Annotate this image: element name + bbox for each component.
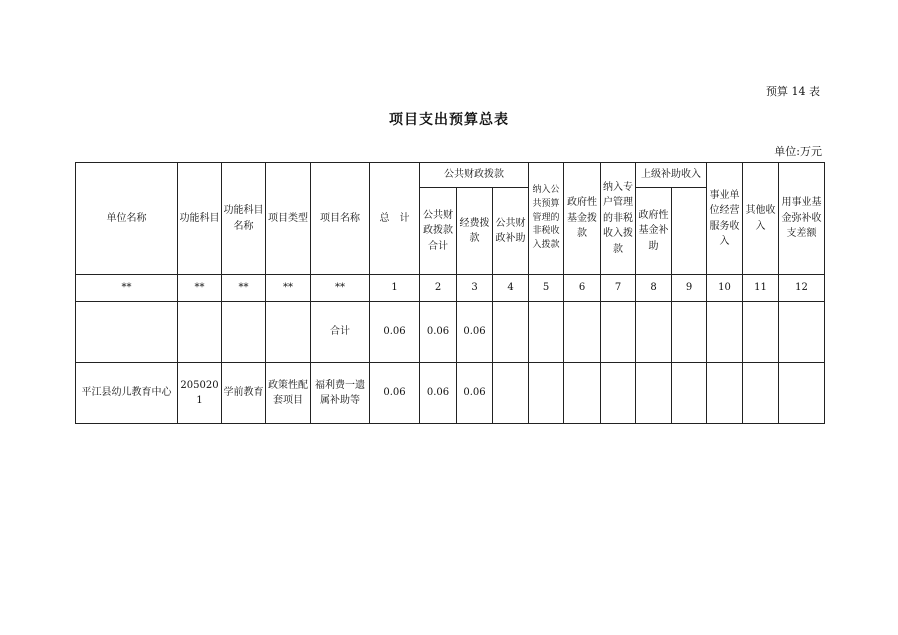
- table-number: 预算 14 表: [766, 85, 820, 98]
- header-unit-name: 单位名称: [76, 163, 178, 275]
- cell-project-type: [266, 302, 311, 363]
- index-cell: **: [266, 275, 311, 302]
- cell-empty: [743, 302, 779, 363]
- cell-empty: [707, 363, 743, 424]
- header-func-subject: 功能科目: [178, 163, 222, 275]
- cell-empty: [564, 363, 601, 424]
- cell-empty: [493, 302, 529, 363]
- header-project-name: 项目名称: [311, 163, 370, 275]
- index-cell: **: [178, 275, 222, 302]
- cell-pf-total: 0.06: [420, 302, 457, 363]
- cell-empty: [529, 363, 564, 424]
- index-cell: 4: [493, 275, 529, 302]
- cell-operating-funds: 0.06: [457, 302, 493, 363]
- cell-empty: [601, 302, 636, 363]
- cell-empty: [529, 302, 564, 363]
- table-row: [76, 363, 825, 424]
- index-cell: 9: [672, 275, 707, 302]
- cell-unit-name: 平江县幼儿教育中心: [76, 363, 178, 424]
- index-cell: 12: [779, 275, 825, 302]
- cell-total: 0.06: [370, 363, 420, 424]
- index-cell: 11: [743, 275, 779, 302]
- index-cell: 1: [370, 275, 420, 302]
- header-gov-fund-subsidy: 政府性基金补助: [636, 188, 672, 275]
- header-func-subject-name: 功能科目名称: [222, 163, 266, 275]
- cell-empty: [564, 302, 601, 363]
- unit-label: 单位:万元: [774, 145, 822, 158]
- budget-table: [75, 162, 825, 424]
- cell-empty: [636, 363, 672, 424]
- header-nontax-in-budget: 纳入公共预算管理的非税收入拨款: [529, 163, 564, 275]
- table-row-total: [76, 302, 825, 363]
- index-cell: 3: [457, 275, 493, 302]
- cell-total: 0.06: [370, 302, 420, 363]
- index-cell: 5: [529, 275, 564, 302]
- cell-pf-total: 0.06: [420, 363, 457, 424]
- index-cell: 8: [636, 275, 672, 302]
- header-project-type: 项目类型: [266, 163, 311, 275]
- header-total: 总 计: [370, 163, 420, 275]
- cell-project-type: 政策性配套项目: [266, 363, 311, 424]
- cell-unit-name: [76, 302, 178, 363]
- cell-project-name: 福利费一遗属补助等: [311, 363, 370, 424]
- cell-func-subject-name: 学前教育: [222, 363, 266, 424]
- cell-func-subject: 2050201: [178, 363, 222, 424]
- cell-project-name: 合计: [311, 302, 370, 363]
- index-cell: **: [76, 275, 178, 302]
- header-fund-balance: 用事业基金弥补收支差额: [779, 163, 825, 275]
- index-cell: 10: [707, 275, 743, 302]
- cell-empty: [779, 302, 825, 363]
- cell-empty: [636, 302, 672, 363]
- cell-empty: [672, 302, 707, 363]
- cell-empty: [493, 363, 529, 424]
- header-row-1: [76, 163, 825, 188]
- header-operating-funds: 经费拨款: [457, 188, 493, 275]
- index-cell: **: [222, 275, 266, 302]
- index-cell: 2: [420, 275, 457, 302]
- cell-empty: [779, 363, 825, 424]
- header-business-income: 事业单位经营服务收入: [707, 163, 743, 275]
- header-public-finance: 公共财政拨款: [420, 163, 529, 188]
- header-superior-subsidy: 上级补助收入: [636, 163, 707, 188]
- index-cell: **: [311, 275, 370, 302]
- cell-empty: [672, 363, 707, 424]
- cell-empty: [707, 302, 743, 363]
- header-other-income: 其他收入: [743, 163, 779, 275]
- cell-empty: [743, 363, 779, 424]
- cell-empty: [601, 363, 636, 424]
- index-cell: 6: [564, 275, 601, 302]
- header-gov-fund: 政府性基金拨款: [564, 163, 601, 275]
- index-row: [76, 275, 825, 302]
- cell-func-subject: [178, 302, 222, 363]
- header-nontax-special: 纳入专户管理的非税收入拨款: [601, 163, 636, 275]
- index-cell: 7: [601, 275, 636, 302]
- document-title: 项目支出预算总表: [389, 112, 509, 128]
- cell-operating-funds: 0.06: [457, 363, 493, 424]
- header-public-finance-subsidy: 公共财政补助: [493, 188, 529, 275]
- header-pf-total: 公共财政拨款合计: [420, 188, 457, 275]
- cell-func-subject-name: [222, 302, 266, 363]
